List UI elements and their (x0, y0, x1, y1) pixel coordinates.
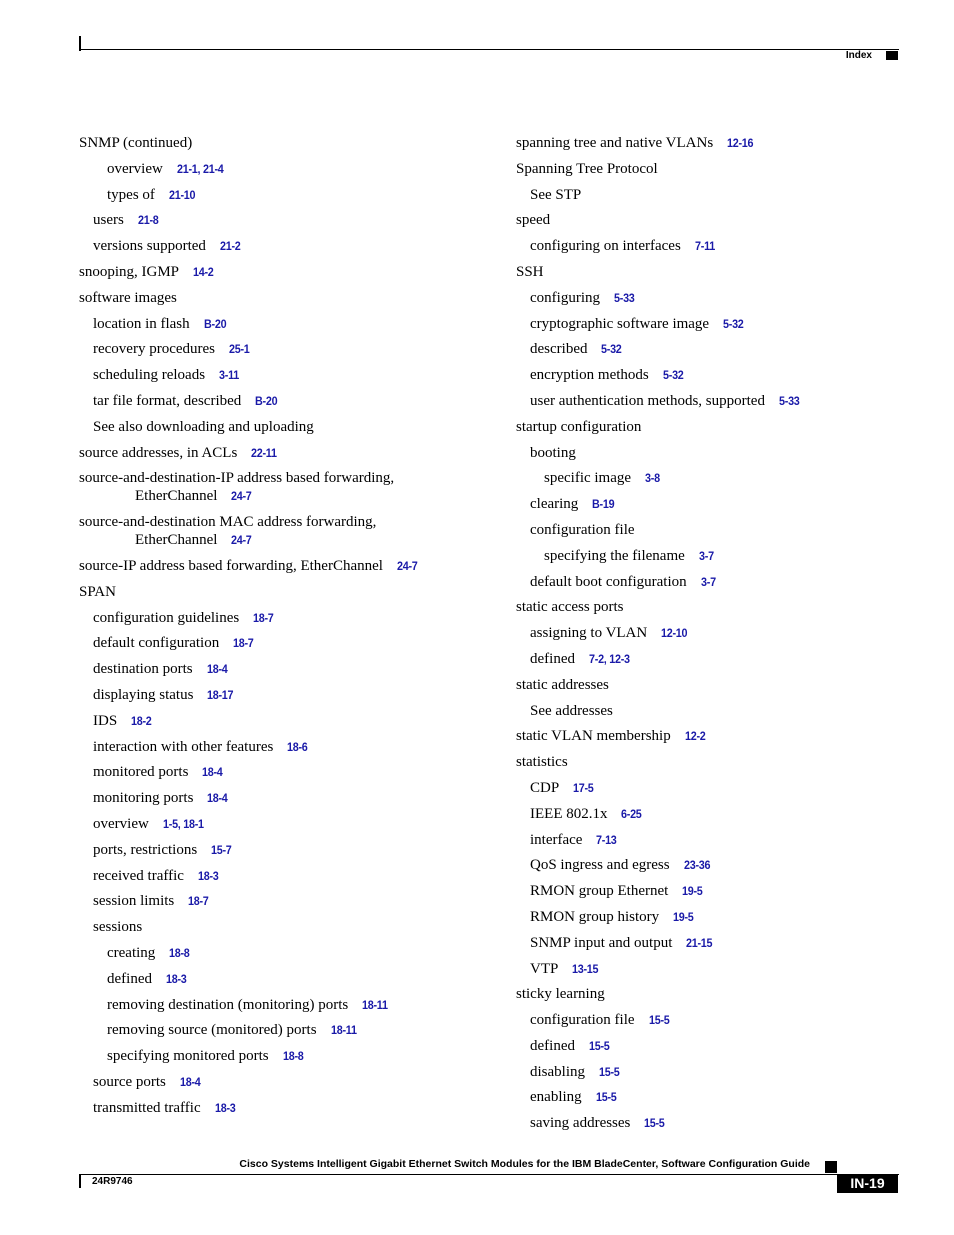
index-term: static VLAN membership (516, 728, 671, 745)
index-term-continuation (79, 531, 509, 549)
index-term: software images (79, 289, 177, 306)
index-entry (79, 634, 509, 652)
page-reference-link[interactable]: B-19 (592, 497, 615, 512)
index-term: IDS (93, 712, 118, 729)
index-term: described (530, 341, 588, 358)
page-reference-link[interactable]: 18-4 (206, 662, 228, 677)
index-entry (516, 573, 946, 591)
page-reference-link[interactable]: 18-4 (179, 1074, 201, 1089)
index-entry (516, 160, 946, 178)
index-term: RMON group history (530, 908, 660, 925)
index-term: received traffic (93, 867, 184, 884)
index-term: configuration file (530, 521, 635, 538)
page-reference-link[interactable]: 18-8 (282, 1049, 304, 1064)
index-term: defined (530, 650, 575, 667)
index-term: overview (107, 160, 163, 177)
page-reference-link[interactable]: 18-11 (362, 997, 388, 1012)
index-entry (79, 686, 509, 704)
header-section-label: Index (845, 50, 872, 61)
index-term: specifying monitored ports (107, 1048, 269, 1065)
index-entry (516, 805, 946, 823)
index-entry (79, 1021, 509, 1039)
page-reference-link[interactable]: 15-7 (211, 842, 232, 857)
index-entry (516, 908, 946, 926)
page-reference-link[interactable]: 18-4 (207, 791, 228, 806)
index-entry (516, 985, 946, 1003)
index-entry (516, 547, 946, 565)
page-reference-link[interactable]: 1-5, 18-1 (162, 816, 204, 831)
page-reference-link[interactable]: 15-5 (648, 1013, 670, 1028)
index-term: configuration guidelines (93, 609, 240, 626)
index-entry (79, 340, 509, 358)
index-entry (516, 186, 946, 204)
index-entry (516, 263, 946, 281)
index-entry (516, 650, 946, 668)
index-entry (516, 779, 946, 797)
page-reference-link[interactable]: 7-2, 12-3 (588, 651, 630, 666)
page-reference-link[interactable]: 5-33 (613, 290, 635, 305)
index-term: startup configuration (516, 418, 642, 435)
index-term: saving addresses (530, 1115, 631, 1132)
index-entry (516, 340, 946, 358)
footer-rule (79, 1174, 899, 1175)
index-term: encryption methods (530, 367, 649, 384)
index-entry (516, 624, 946, 642)
index-term: defined (107, 970, 152, 987)
page-reference-link[interactable]: 15-5 (644, 1116, 665, 1131)
index-entry (79, 186, 509, 204)
index-term: recovery procedures (93, 341, 216, 358)
index-term: configuring (530, 289, 600, 306)
index-entry (516, 598, 946, 616)
index-entry (516, 676, 946, 694)
index-entry (516, 1114, 946, 1132)
index-entry (79, 263, 509, 281)
index-entry (79, 763, 509, 781)
page-reference-link[interactable]: 21-2 (219, 239, 241, 254)
index-entry (79, 944, 509, 962)
footer-book-title: Cisco Systems Intelligent Gigabit Ethernet Switch Modules for the IBM BladeCenter, Software Configuration Guide (239, 1158, 810, 1170)
page-reference-link[interactable]: 24-7 (231, 489, 253, 504)
index-term: SPAN (79, 583, 116, 600)
index-term: default configuration (93, 635, 220, 652)
index-term: ports, restrictions (93, 841, 198, 858)
index-entry (79, 815, 509, 833)
index-term: static addresses (516, 676, 609, 693)
page-reference-link[interactable]: 7-13 (596, 832, 618, 847)
header-marker-block (886, 51, 898, 60)
index-entry (79, 970, 509, 988)
index-term: monitoring ports (93, 790, 194, 807)
index-entry (79, 712, 509, 730)
index-column-left (79, 134, 509, 1124)
page-reference-link[interactable]: B-20 (203, 316, 226, 331)
index-term: See addresses (530, 702, 613, 719)
index-term: RMON group Ethernet (530, 883, 669, 900)
index-entry (79, 289, 509, 307)
index-entry (79, 418, 509, 436)
index-entry (79, 841, 509, 859)
page-reference-link[interactable]: 18-7 (253, 610, 274, 625)
page-reference-link[interactable]: 3-7 (700, 574, 716, 589)
index-term: displaying status (93, 686, 194, 703)
index-entry (516, 1037, 946, 1055)
index-entry (516, 960, 946, 978)
index-entry (516, 727, 946, 745)
index-entry (79, 1047, 509, 1065)
index-entry (79, 444, 509, 462)
index-entry (79, 392, 509, 410)
index-term: See STP (530, 186, 582, 203)
index-term: CDP (530, 779, 560, 796)
page-reference-link[interactable]: 18-4 (202, 765, 223, 780)
index-entry (79, 1099, 509, 1117)
index-term: spanning tree and native VLANs (516, 135, 714, 151)
index-entry (79, 918, 509, 936)
page-reference-link[interactable]: 15-5 (599, 1064, 620, 1079)
index-entry (79, 660, 509, 678)
index-term: configuring on interfaces (530, 238, 681, 255)
index-term-continuation-text: EtherChannel (135, 532, 218, 549)
index-term: source addresses, in ACLs (79, 444, 238, 461)
index-entry (79, 211, 509, 229)
index-term: statistics (516, 754, 568, 771)
page-reference-link[interactable]: 21-1, 21-4 (176, 161, 224, 176)
index-term: assigning to VLAN (530, 625, 648, 642)
index-term: removing source (monitored) ports (107, 1022, 317, 1039)
page-reference-link[interactable]: 19-5 (673, 909, 694, 924)
index-term: clearing (530, 496, 579, 513)
page-reference-link[interactable]: 7-11 (694, 239, 715, 254)
index-term: removing destination (monitoring) ports (107, 996, 349, 1013)
index-term: speed (516, 212, 551, 229)
index-term-continuation-text: EtherChannel (135, 488, 218, 505)
index-term: VTP (530, 960, 559, 977)
page-reference-link[interactable]: 5-33 (778, 393, 800, 408)
index-entry (516, 753, 946, 771)
index-term: specific image (544, 470, 632, 487)
index-term: snooping, IGMP (79, 263, 180, 280)
index-entry (79, 867, 509, 885)
index-term: source-IP address based forwarding, EtherChannel (79, 557, 383, 574)
index-entry (516, 444, 946, 462)
footer-marker-block (825, 1161, 837, 1173)
index-term: booting (530, 444, 576, 461)
index-entry (79, 892, 509, 910)
page-reference-link[interactable]: 18-3 (165, 971, 187, 986)
page-reference-link[interactable]: 24-7 (231, 533, 253, 548)
page-reference-link[interactable]: 18-6 (287, 739, 308, 754)
page-reference-link[interactable]: 15-5 (595, 1090, 617, 1105)
index-term: IEEE 802.1x (530, 805, 608, 822)
index-term: location in flash (93, 315, 190, 332)
page-reference-link[interactable]: 3-7 (698, 548, 714, 563)
page-reference-link[interactable]: 21-10 (168, 187, 196, 202)
index-entry (516, 211, 946, 229)
page-reference-link[interactable]: 3-11 (219, 368, 240, 383)
page-reference-link[interactable]: 23-36 (683, 858, 710, 873)
index-entry (516, 1088, 946, 1106)
index-term: static access ports (516, 599, 624, 616)
index-entry (79, 583, 509, 601)
index-term: users (93, 212, 124, 229)
index-entry (79, 789, 509, 807)
index-term: user authentication methods, supported (530, 392, 765, 409)
index-entry (516, 882, 946, 900)
page-reference-link[interactable]: 14-2 (193, 264, 214, 279)
index-entry (516, 134, 946, 152)
index-term: QoS ingress and egress (530, 857, 670, 874)
footer-doc-number: 24R9746 (92, 1176, 133, 1187)
index-term: destination ports (93, 661, 193, 678)
page-reference-link[interactable]: B-20 (255, 393, 278, 408)
index-term: defined (530, 1037, 575, 1054)
index-entry (79, 513, 509, 549)
index-entry (79, 738, 509, 756)
page-reference-link[interactable]: 15-5 (588, 1038, 610, 1053)
page-reference-link[interactable]: 5-32 (723, 316, 744, 331)
page-reference-link[interactable]: 18-2 (131, 713, 152, 728)
page-reference-link[interactable]: 17-5 (573, 780, 594, 795)
index-term: creating (107, 944, 156, 961)
page-reference-link[interactable]: 22-11 (251, 445, 277, 460)
index-term: tar file format, described (93, 392, 242, 409)
index-entry (79, 160, 509, 178)
page-reference-link[interactable]: 3-8 (645, 471, 660, 486)
page-reference-link[interactable]: 5-32 (601, 342, 623, 357)
index-entry (516, 934, 946, 952)
index-term: source-and-destination-IP address based forwarding, (79, 470, 395, 487)
index-term: SNMP input and output (530, 934, 673, 951)
index-entry (516, 1063, 946, 1081)
index-entry (79, 1073, 509, 1091)
index-column-right (516, 134, 946, 1140)
index-entry (516, 856, 946, 874)
index-entry (79, 469, 509, 505)
index-term: interaction with other features (93, 738, 274, 755)
index-entry (516, 237, 946, 255)
index-term: session limits (93, 893, 175, 910)
index-term: source ports (93, 1073, 166, 1090)
index-term: monitored ports (93, 764, 189, 781)
page-reference-link[interactable]: 6-25 (621, 806, 643, 821)
index-term: default boot configuration (530, 573, 687, 590)
index-term: specifying the filename (544, 547, 685, 564)
index-entry (79, 996, 509, 1014)
index-term-continuation (79, 487, 509, 505)
page-reference-link[interactable]: 18-11 (330, 1023, 357, 1038)
page-reference-link[interactable]: 18-3 (197, 868, 219, 883)
index-term: transmitted traffic (93, 1099, 201, 1116)
page-reference-link[interactable]: 12-16 (727, 136, 754, 150)
index-entry (79, 609, 509, 627)
index-entry (516, 495, 946, 513)
page-reference-link[interactable]: 18-7 (233, 636, 254, 651)
index-entry (79, 366, 509, 384)
page-reference-link[interactable]: 18-17 (207, 687, 234, 702)
index-entry (516, 1011, 946, 1029)
page-reference-link[interactable]: 18-7 (188, 894, 209, 909)
index-entry (79, 315, 509, 333)
index-term: SNMP (continued) (79, 135, 193, 151)
header-rule (79, 49, 899, 50)
page-reference-link[interactable]: 12-10 (661, 626, 688, 641)
index-entry (516, 831, 946, 849)
page-reference-link[interactable]: 13-15 (572, 961, 599, 976)
page-reference-link[interactable]: 21-15 (686, 935, 713, 950)
footer-page-number: IN-19 (837, 1174, 898, 1193)
index-term: SSH (516, 263, 544, 280)
page-reference-link[interactable]: 5-32 (662, 368, 684, 383)
index-term: cryptographic software image (530, 315, 710, 332)
index-entry (516, 392, 946, 410)
page-reference-link[interactable]: 21-8 (137, 213, 159, 228)
page-reference-link[interactable]: 18-3 (214, 1100, 236, 1115)
index-entry (516, 469, 946, 487)
index-entry (79, 237, 509, 255)
index-entry (79, 557, 509, 575)
index-term: sessions (93, 919, 143, 936)
index-entry (516, 315, 946, 333)
index-entry (79, 134, 509, 152)
page-reference-link[interactable]: 19-5 (682, 884, 703, 899)
index-term: overview (93, 815, 149, 832)
index-term: scheduling reloads (93, 367, 206, 384)
index-term: versions supported (93, 238, 206, 255)
index-term: enabling (530, 1089, 582, 1106)
page-reference-link[interactable]: 25-1 (229, 342, 250, 357)
index-term: See also downloading and uploading (93, 418, 314, 435)
index-entry (516, 289, 946, 307)
index-term: types of (107, 186, 155, 203)
index-entry (516, 521, 946, 539)
index-term: interface (530, 831, 583, 848)
page-reference-link[interactable]: 18-8 (169, 945, 190, 960)
footer-rule-vertical (79, 1174, 81, 1188)
index-term: source-and-destination MAC address forwarding, (79, 514, 377, 531)
index-term: disabling (530, 1063, 585, 1080)
page-reference-link[interactable]: 24-7 (396, 558, 418, 573)
index-term: configuration file (530, 1012, 635, 1029)
index-entry (516, 702, 946, 720)
index-term: sticky learning (516, 986, 605, 1003)
index-entry (516, 366, 946, 384)
page-reference-link[interactable]: 12-2 (684, 729, 706, 744)
index-term: Spanning Tree Protocol (516, 160, 658, 177)
index-entry (516, 418, 946, 436)
